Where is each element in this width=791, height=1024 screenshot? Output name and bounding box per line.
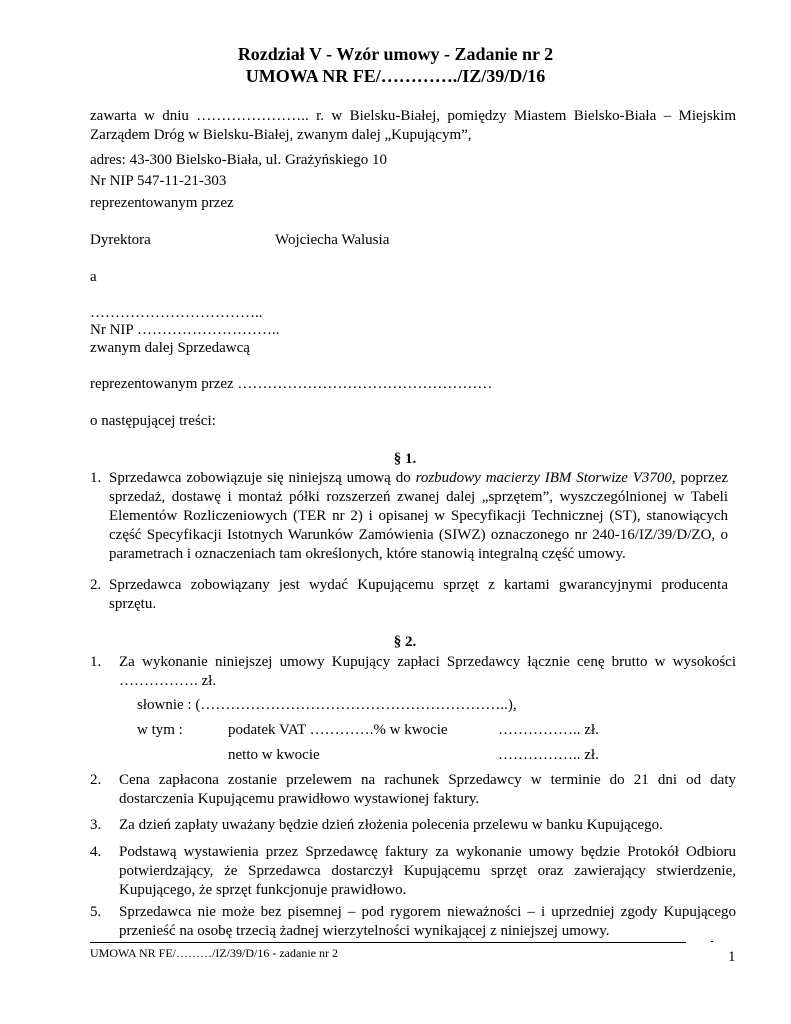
section-2-item-4: Podstawą wystawienia przez Sprzedawcę faktury za wykonanie umowy będzie Protokół Odbioru potwierdzający, że Sprzedawca dostarczył Kupującemu sprzęt oraz zawierający stwierdzenie, Kupującego, że sprzęt funkcjonuje prawidłowo. <box>119 844 736 898</box>
contract-number-title: UMOWA NR FE/…………./IZ/39/D/16 <box>245 66 546 86</box>
section-1-item-1-lead: Sprzedawca zobowiązuje się niniejszą umową do <box>109 470 416 486</box>
section-2-heading: § 2. <box>393 634 417 650</box>
net-amount: …………….. zł. <box>498 747 599 763</box>
seller-called: zwanym dalej Sprzedawcą <box>90 340 250 356</box>
section-2-item-3-number: 3. <box>90 817 102 833</box>
section-2-item-4-number: 4. <box>90 844 102 860</box>
footer-contract-label: UMOWA NR FE/………/IZ/39/D/16 - zadanie nr 2 <box>90 946 338 960</box>
section-1-heading: § 1. <box>393 451 417 467</box>
seller-represented-by: reprezentowanym przez …………………………………………… <box>90 376 493 392</box>
footer-mark <box>711 941 713 942</box>
net-label: netto w kwocie <box>228 747 320 763</box>
section-1-item-1-number: 1. <box>90 470 102 486</box>
buyer-address: adres: 43-300 Bielsko-Biała, ul. Grażyńskiego 10 <box>90 152 388 168</box>
section-2-item-3: Za dzień zapłaty uważany będzie dzień złożenia polecenia przelewu w banku Kupującego. <box>119 817 663 833</box>
buyer-nip: Nr NIP 547-11-21-303 <box>90 173 227 189</box>
vat-label: podatek VAT ………….% w kwocie <box>228 722 448 738</box>
section-2-item-2-number: 2. <box>90 772 102 788</box>
section-2-item-1-number: 1. <box>90 654 102 670</box>
including-label: w tym : <box>137 722 183 738</box>
intro-paragraph: zawarta w dniu ………………….. r. w Bielsku-Białej, pomiędzy Miastem Bielsko-Biała – Miejskim Zarządem Dróg w Bielsku-Białej, zwanym dalej „Kupującym”, <box>90 108 736 143</box>
and-conjunction: a <box>90 269 97 285</box>
page-number: 1 <box>728 949 736 965</box>
amount-in-words: słownie : (……………………………………………………..), <box>137 697 517 713</box>
section-2-item-1: Za wykonanie niniejszej umowy Kupujący zapłaci Sprzedawcy łącznie cenę brutto w wysokości ……………. zł. <box>119 654 736 689</box>
section-1-item-1-rest: poprzez sprzedaż, dostawę i montaż półki rozszerzeń zwanej dalej „sprzętem”, wyszczególnionej w Tabeli Elementów Rozliczeniowych (TER nr 2) i opisanej w Specyfikacji Technicznej (ST), stanowiących część Specyfikacji Istotnych Warunków Zamówienia (SIWZ) oznaczonego nr 240-16/IZ/39/D/ZO, o parametrach i oznaczeniach tam określonych, które stanowią integralną część umowy. <box>109 470 729 562</box>
buyer-represented-by: reprezentowanym przez <box>90 195 234 211</box>
footer-divider <box>90 942 686 943</box>
following-content: o następującej treści: <box>90 413 216 429</box>
section-2-item-5: Sprzedawca nie może bez pisemnej – pod rygorem nieważności – i uprzedniej zgody Kupującego przenieść na osobę trzecią żadnej wierzytelności wynikającej z niniejszej umowy. <box>119 904 736 939</box>
section-1-item-2: Sprzedawca zobowiązany jest wydać Kupującemu sprzęt z kartami gwarancyjnymi producenta sprzętu. <box>109 577 728 612</box>
section-1-item-1-subject: rozbudowy macierzy IBM Storwize V3700, <box>415 470 676 486</box>
document-title: Rozdział V - Wzór umowy - Zadanie nr 2 <box>237 44 554 64</box>
section-2-item-5-number: 5. <box>90 904 102 920</box>
buyer-representative-name: Wojciecha Walusia <box>275 232 390 248</box>
vat-amount: …………….. zł. <box>498 722 599 738</box>
section-1-item-2-number: 2. <box>90 577 102 593</box>
section-2-item-2: Cena zapłacona zostanie przelewem na rachunek Sprzedawcy w terminie do 21 dni od daty dostarczenia Kupującemu prawidłowo wystawionej faktury. <box>119 772 736 807</box>
buyer-representative-role: Dyrektora <box>90 232 151 248</box>
seller-nip: Nr NIP ……………………….. <box>90 322 280 338</box>
section-1-item-1 <box>109 469 728 564</box>
seller-name-blank: …………………………….. <box>90 305 263 321</box>
